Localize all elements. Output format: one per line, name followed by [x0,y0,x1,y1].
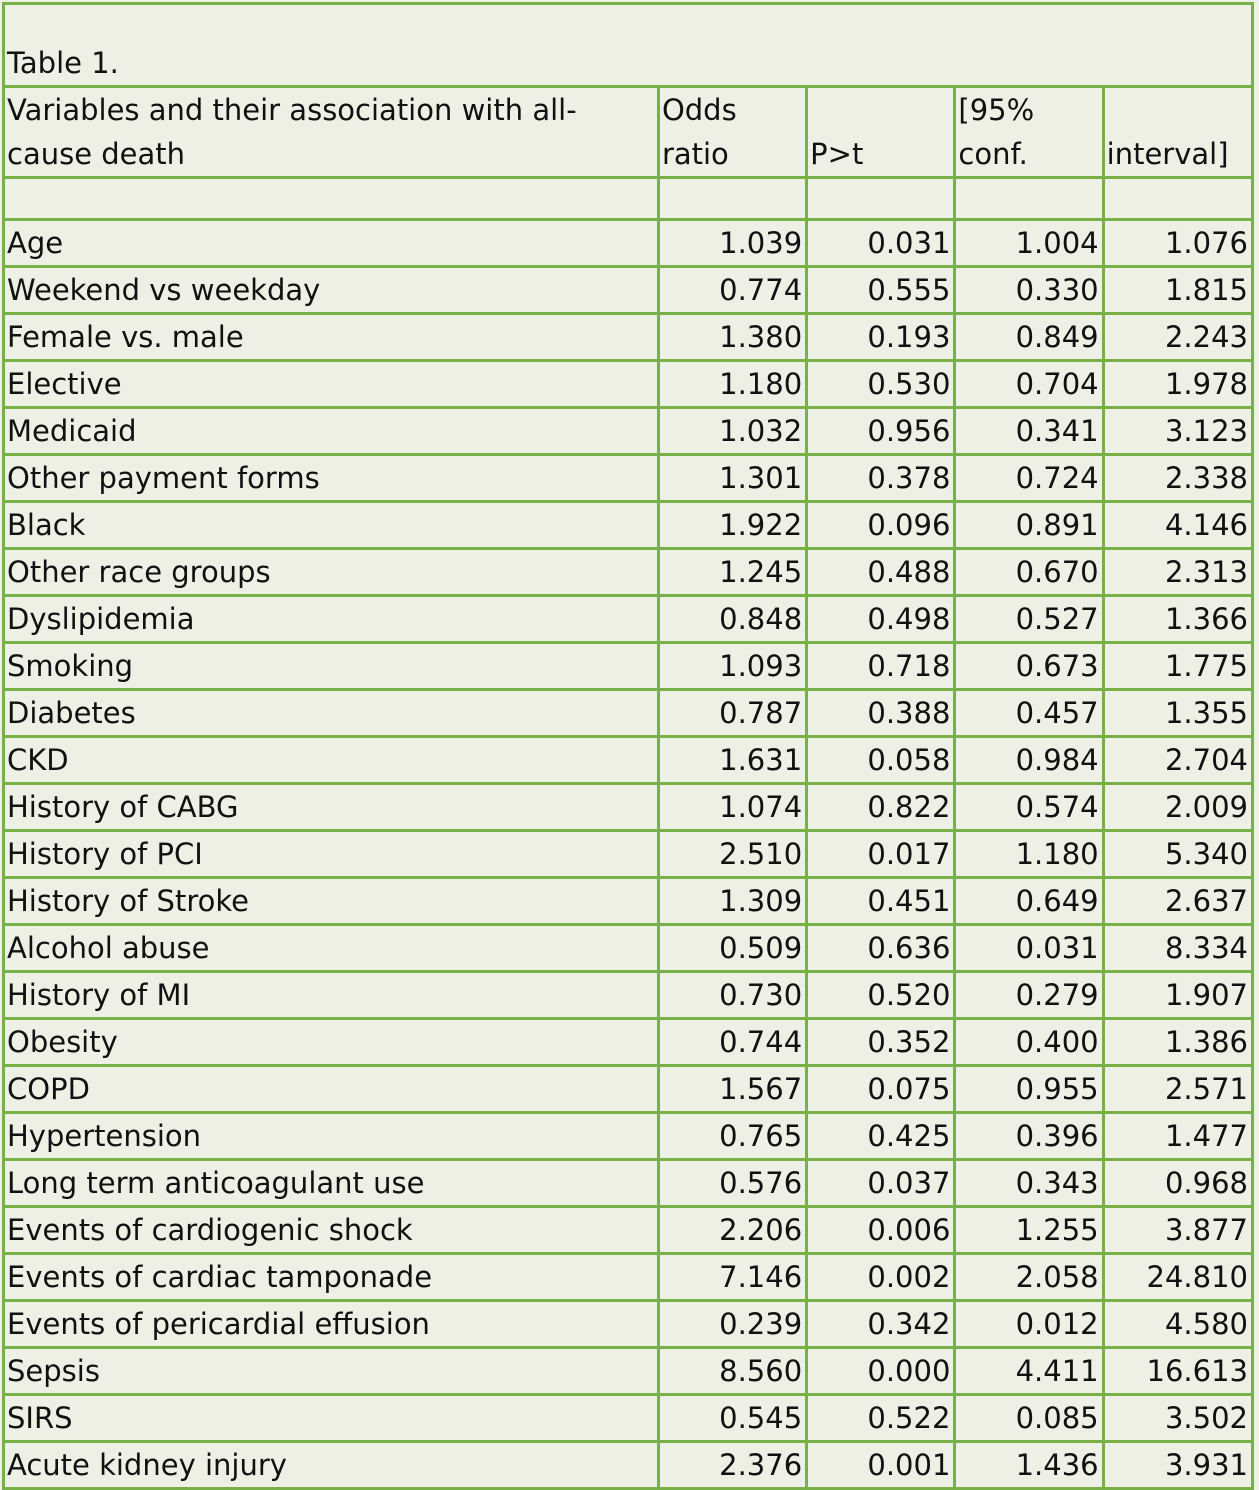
p-value-cell: 0.530 [807,361,955,408]
table-row [4,596,1253,643]
variable-cell: Other race groups [4,549,659,596]
conf-low-cell: 0.984 [955,737,1103,784]
odds-ratio-cell: 0.730 [658,972,806,1019]
variable-cell: Acute kidney injury [4,1442,659,1489]
conf-low-cell: 1.004 [955,220,1103,267]
conf-low-cell: 0.673 [955,643,1103,690]
table-row [4,1207,1253,1254]
conf-high-cell: 24.810 [1103,1254,1252,1301]
p-value-cell: 0.096 [807,502,955,549]
spacer-row [4,178,1253,220]
table-row [4,690,1253,737]
conf-high-cell: 2.313 [1103,549,1252,596]
conf-low-cell: 0.400 [955,1019,1103,1066]
conf-low-cell: 1.180 [955,831,1103,878]
p-value-cell: 0.001 [807,1442,955,1489]
conf-low-cell: 0.527 [955,596,1103,643]
odds-ratio-cell: 0.744 [658,1019,806,1066]
conf-low-cell: 0.704 [955,361,1103,408]
conf-high-cell: 3.123 [1103,408,1252,455]
conf-high-cell: 2.243 [1103,314,1252,361]
variable-cell: Female vs. male [4,314,659,361]
spacer-cell [4,178,659,220]
odds-ratio-cell: 1.093 [658,643,806,690]
header-conf-low-line1: [95% [958,93,1035,127]
p-value-cell: 0.075 [807,1066,955,1113]
odds-ratio-cell: 1.039 [658,220,806,267]
p-value-cell: 0.498 [807,596,955,643]
variable-cell: Sepsis [4,1348,659,1395]
header-conf-low [955,87,1103,178]
odds-ratio-cell: 7.146 [658,1254,806,1301]
conf-high-cell: 4.146 [1103,502,1252,549]
odds-ratio-cell: 2.206 [658,1207,806,1254]
odds-ratio-cell: 0.787 [658,690,806,737]
table-row [4,643,1253,690]
conf-low-cell: 0.279 [955,972,1103,1019]
odds-ratio-cell: 2.376 [658,1442,806,1489]
p-value-cell: 0.451 [807,878,955,925]
conf-high-cell: 3.931 [1103,1442,1252,1489]
p-value-cell: 0.342 [807,1301,955,1348]
odds-ratio-cell: 1.301 [658,455,806,502]
spacer-cell [807,178,955,220]
p-value-cell: 0.031 [807,220,955,267]
p-value-cell: 0.017 [807,831,955,878]
odds-ratio-cell: 1.380 [658,314,806,361]
p-value-cell: 0.006 [807,1207,955,1254]
conf-low-cell: 0.849 [955,314,1103,361]
conf-high-cell: 3.502 [1103,1395,1252,1442]
table-row [4,737,1253,784]
conf-high-cell: 1.355 [1103,690,1252,737]
table-row [4,1348,1253,1395]
odds-ratio-cell: 0.509 [658,925,806,972]
p-value-cell: 0.058 [807,737,955,784]
variable-cell: Medicaid [4,408,659,455]
header-variable-line2: cause death [7,137,186,171]
p-value-cell: 0.388 [807,690,955,737]
conf-low-cell: 4.411 [955,1348,1103,1395]
table-row [4,1019,1253,1066]
variable-cell: Weekend vs weekday [4,267,659,314]
table-row [4,1113,1253,1160]
variable-cell: Obesity [4,1019,659,1066]
variable-cell: History of Stroke [4,878,659,925]
conf-low-cell: 0.341 [955,408,1103,455]
conf-high-cell: 2.637 [1103,878,1252,925]
table-row [4,502,1253,549]
conf-low-cell: 2.058 [955,1254,1103,1301]
variable-cell: Events of cardiogenic shock [4,1207,659,1254]
conf-low-cell: 0.031 [955,925,1103,972]
conf-low-cell: 0.457 [955,690,1103,737]
table-row [4,972,1253,1019]
odds-ratio-table [2,2,1254,1490]
odds-ratio-cell: 1.245 [658,549,806,596]
variable-cell: Black [4,502,659,549]
header-p-value [807,87,955,178]
conf-high-cell: 1.815 [1103,267,1252,314]
odds-ratio-cell: 0.848 [658,596,806,643]
conf-high-cell: 2.338 [1103,455,1252,502]
header-variable-line1: Variables and their association with all- [7,93,577,127]
header-row [4,87,1253,178]
variable-cell: Other payment forms [4,455,659,502]
table-row [4,314,1253,361]
p-value-cell: 0.522 [807,1395,955,1442]
conf-high-cell: 1.076 [1103,220,1252,267]
odds-ratio-cell: 1.074 [658,784,806,831]
variable-cell: Events of pericardial effusion [4,1301,659,1348]
p-value-cell: 0.718 [807,643,955,690]
header-odds-ratio [658,87,806,178]
conf-low-cell: 0.330 [955,267,1103,314]
title-row [4,4,1253,87]
header-p-value-line2: P>t [810,137,864,171]
header-conf-low-line2: conf. [958,137,1028,171]
conf-high-cell: 1.775 [1103,643,1252,690]
odds-ratio-cell: 1.032 [658,408,806,455]
table-row [4,831,1253,878]
table-row [4,455,1253,502]
p-value-cell: 0.193 [807,314,955,361]
table-row [4,1160,1253,1207]
p-value-cell: 0.555 [807,267,955,314]
header-variable [4,87,659,178]
header-odds-ratio-line1: Odds [661,93,737,127]
p-value-cell: 0.000 [807,1348,955,1395]
conf-low-cell: 0.670 [955,549,1103,596]
variable-cell: Events of cardiac tamponade [4,1254,659,1301]
conf-high-cell: 16.613 [1103,1348,1252,1395]
p-value-cell: 0.037 [807,1160,955,1207]
variable-cell: Diabetes [4,690,659,737]
p-value-cell: 0.378 [807,455,955,502]
variable-cell: Long term anticoagulant use [4,1160,659,1207]
conf-high-cell: 0.968 [1103,1160,1252,1207]
spacer-cell [955,178,1103,220]
conf-low-cell: 0.396 [955,1113,1103,1160]
conf-high-cell: 3.877 [1103,1207,1252,1254]
odds-ratio-cell: 0.545 [658,1395,806,1442]
p-value-cell: 0.636 [807,925,955,972]
header-conf-high-line2: interval] [1106,137,1229,171]
variable-cell: Smoking [4,643,659,690]
table-row [4,784,1253,831]
conf-low-cell: 0.724 [955,455,1103,502]
table-row [4,361,1253,408]
table-row [4,878,1253,925]
conf-low-cell: 0.574 [955,784,1103,831]
table-row [4,1395,1253,1442]
conf-high-cell: 2.571 [1103,1066,1252,1113]
p-value-cell: 0.956 [807,408,955,455]
conf-low-cell: 0.343 [955,1160,1103,1207]
conf-high-cell: 2.009 [1103,784,1252,831]
odds-ratio-cell: 1.180 [658,361,806,408]
spacer-cell [658,178,806,220]
p-value-cell: 0.425 [807,1113,955,1160]
conf-high-cell: 1.366 [1103,596,1252,643]
odds-ratio-cell: 1.631 [658,737,806,784]
variable-cell: Hypertension [4,1113,659,1160]
table-row [4,408,1253,455]
table-row [4,1066,1253,1113]
conf-low-cell: 0.891 [955,502,1103,549]
conf-high-cell: 1.477 [1103,1113,1252,1160]
conf-low-cell: 0.649 [955,878,1103,925]
variable-cell: CKD [4,737,659,784]
variable-cell: Dyslipidemia [4,596,659,643]
p-value-cell: 0.822 [807,784,955,831]
conf-low-cell: 1.436 [955,1442,1103,1489]
variable-cell: COPD [4,1066,659,1113]
conf-low-cell: 0.085 [955,1395,1103,1442]
table-title: Table 1. [4,4,1253,87]
p-value-cell: 0.488 [807,549,955,596]
variable-cell: Elective [4,361,659,408]
conf-high-cell: 5.340 [1103,831,1252,878]
odds-ratio-cell: 2.510 [658,831,806,878]
conf-high-cell: 1.907 [1103,972,1252,1019]
odds-ratio-cell: 1.922 [658,502,806,549]
odds-ratio-cell: 0.774 [658,267,806,314]
p-value-cell: 0.352 [807,1019,955,1066]
variable-cell: History of PCI [4,831,659,878]
variable-cell: Age [4,220,659,267]
odds-ratio-cell: 8.560 [658,1348,806,1395]
table-row [4,267,1253,314]
table-row [4,1254,1253,1301]
conf-low-cell: 0.012 [955,1301,1103,1348]
variable-cell: SIRS [4,1395,659,1442]
table-row [4,220,1253,267]
variable-cell: History of MI [4,972,659,1019]
conf-high-cell: 1.978 [1103,361,1252,408]
p-value-cell: 0.002 [807,1254,955,1301]
conf-low-cell: 0.955 [955,1066,1103,1113]
odds-ratio-cell: 1.567 [658,1066,806,1113]
odds-ratio-cell: 0.765 [658,1113,806,1160]
conf-high-cell: 2.704 [1103,737,1252,784]
variable-cell: History of CABG [4,784,659,831]
odds-ratio-cell: 0.576 [658,1160,806,1207]
header-conf-high [1103,87,1252,178]
conf-high-cell: 8.334 [1103,925,1252,972]
p-value-cell: 0.520 [807,972,955,1019]
header-odds-ratio-line2: ratio [661,137,729,171]
table-row [4,549,1253,596]
odds-ratio-cell: 0.239 [658,1301,806,1348]
variable-cell: Alcohol abuse [4,925,659,972]
conf-high-cell: 1.386 [1103,1019,1252,1066]
conf-low-cell: 1.255 [955,1207,1103,1254]
table-row [4,925,1253,972]
odds-ratio-cell: 1.309 [658,878,806,925]
spacer-cell [1103,178,1252,220]
table-row [4,1301,1253,1348]
conf-high-cell: 4.580 [1103,1301,1252,1348]
table-row [4,1442,1253,1489]
